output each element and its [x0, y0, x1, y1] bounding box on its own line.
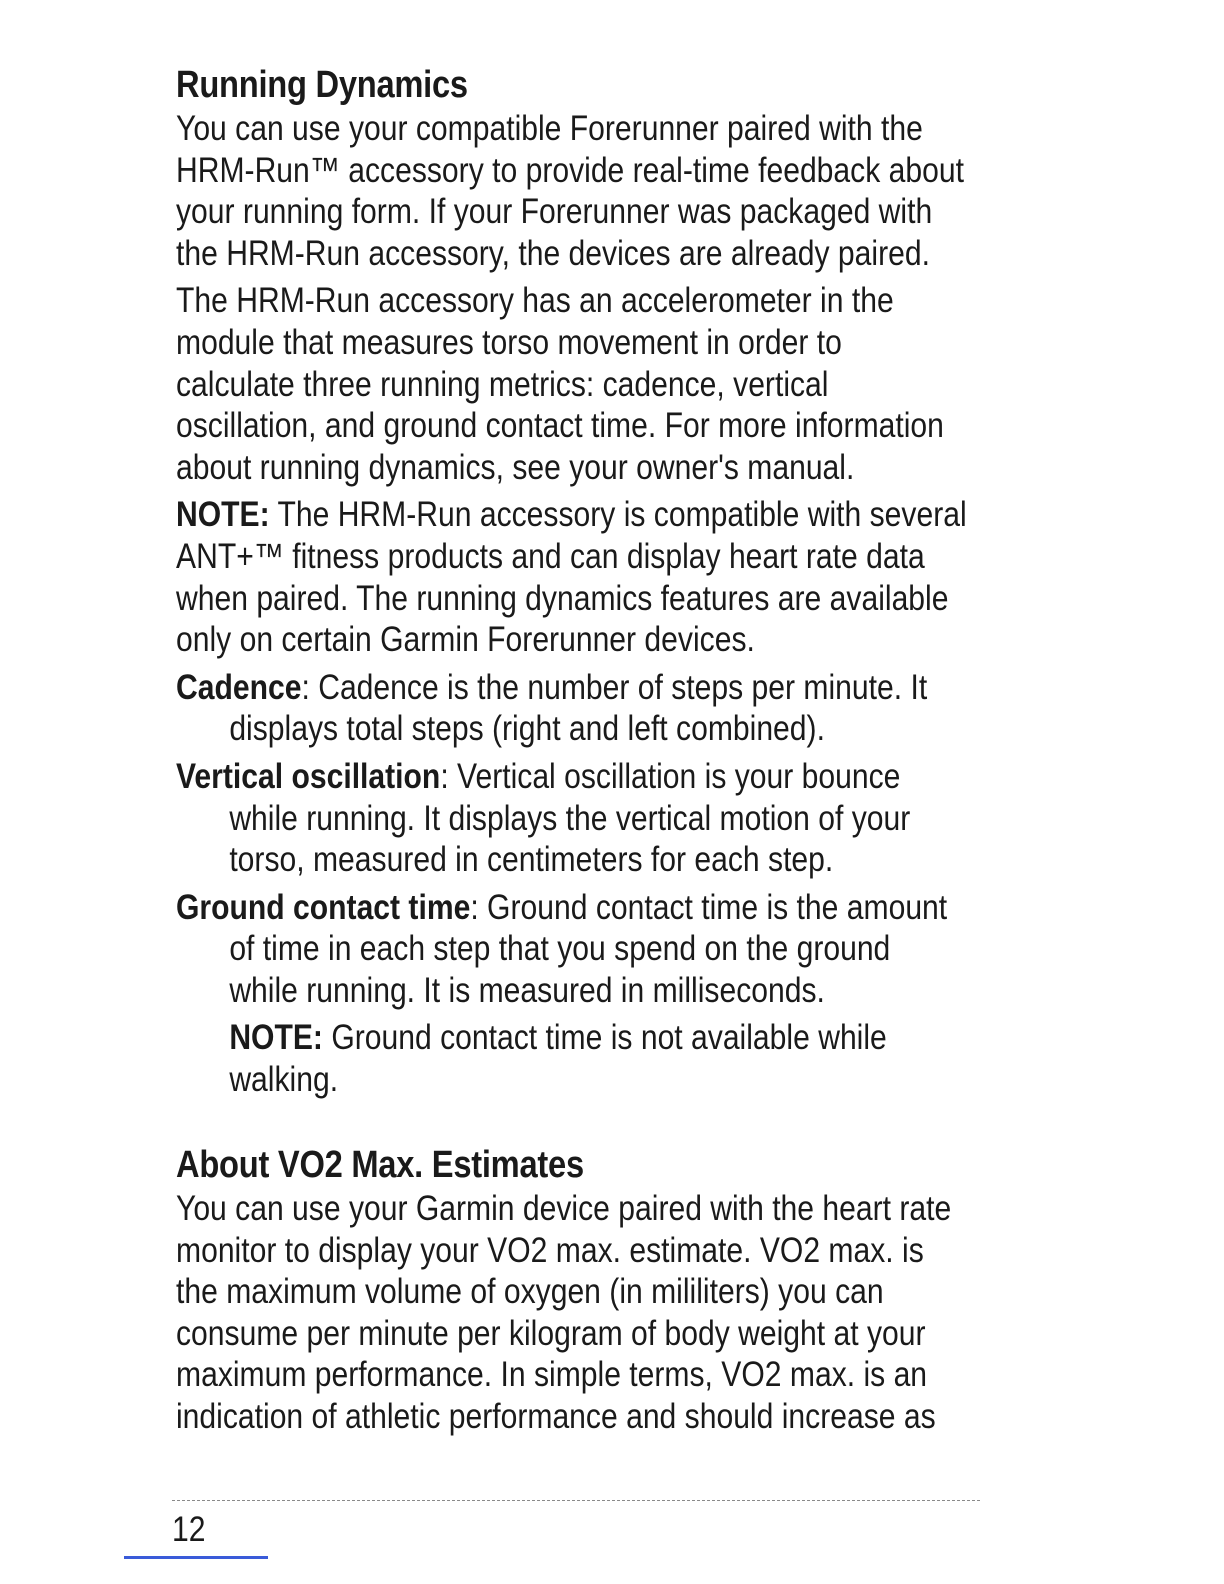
definition-cadence: Cadence: Cadence is the number of steps per minute. It displays total steps (right and left combined).	[176, 667, 928, 749]
edge-mark	[124, 1556, 268, 1559]
heading-running-dynamics: Running Dynamics	[176, 64, 468, 106]
term-vertical-oscillation: Vertical oscillation	[176, 756, 441, 796]
page-number: 12	[172, 1510, 206, 1549]
section-vo2-max	[176, 1142, 996, 1438]
term-ground-contact-time: Ground contact time	[176, 887, 471, 927]
paragraph-vo2-max: You can use your Garmin device paired with the heart rate monitor to display your VO2 max. estimate. VO2 max. is the maximum volume of oxygen (in mililiters) you can consume per minute per kilogram of body weight at your maximum performance. In simple terms, VO2 max. is an indication of athletic performance and should increase as	[176, 1189, 952, 1436]
definition-ground-contact-time: Ground contact time: Ground contact time is the amount of time in each step that you spend on the ground while running. It is measured in milliseconds.	[176, 887, 948, 1010]
definition-vertical-oscillation: Vertical oscillation: Vertical oscillation is your bounce while running. It displays the vertical motion of your torso, measured in centimeters for each step.	[176, 756, 911, 880]
note-compatibility: NOTE: The HRM-Run accessory is compatible with several ANT+™ fitness products and can display heart rate data when paired. The running dynamics features are available only on certain Garmin Forerunner devices.	[176, 495, 967, 660]
note-label: NOTE:	[176, 495, 270, 535]
footer-divider	[172, 1500, 980, 1501]
paragraph-intro: You can use your compatible Forerunner paired with the HRM-Run™ accessory to provide real-time feedback about your running form. If your Forerunner was packaged with the HRM-Run accessory, the devices are already paired.	[176, 109, 964, 273]
note-ground-contact-time: NOTE: Ground contact time is not available while walking.	[229, 1018, 887, 1100]
heading-vo2-max: About VO2 Max. Estimates	[176, 1144, 584, 1186]
section-running-dynamics	[176, 62, 996, 1101]
paragraph-accelerometer: The HRM-Run accessory has an accelerometer in the module that measures torso movement in order to calculate three running metrics: cadence, vertical oscillation, and ground contact time. For more information about running dynamics, see your owner's manual.	[176, 281, 944, 487]
note-label: NOTE:	[229, 1018, 323, 1058]
term-cadence: Cadence	[176, 667, 302, 707]
